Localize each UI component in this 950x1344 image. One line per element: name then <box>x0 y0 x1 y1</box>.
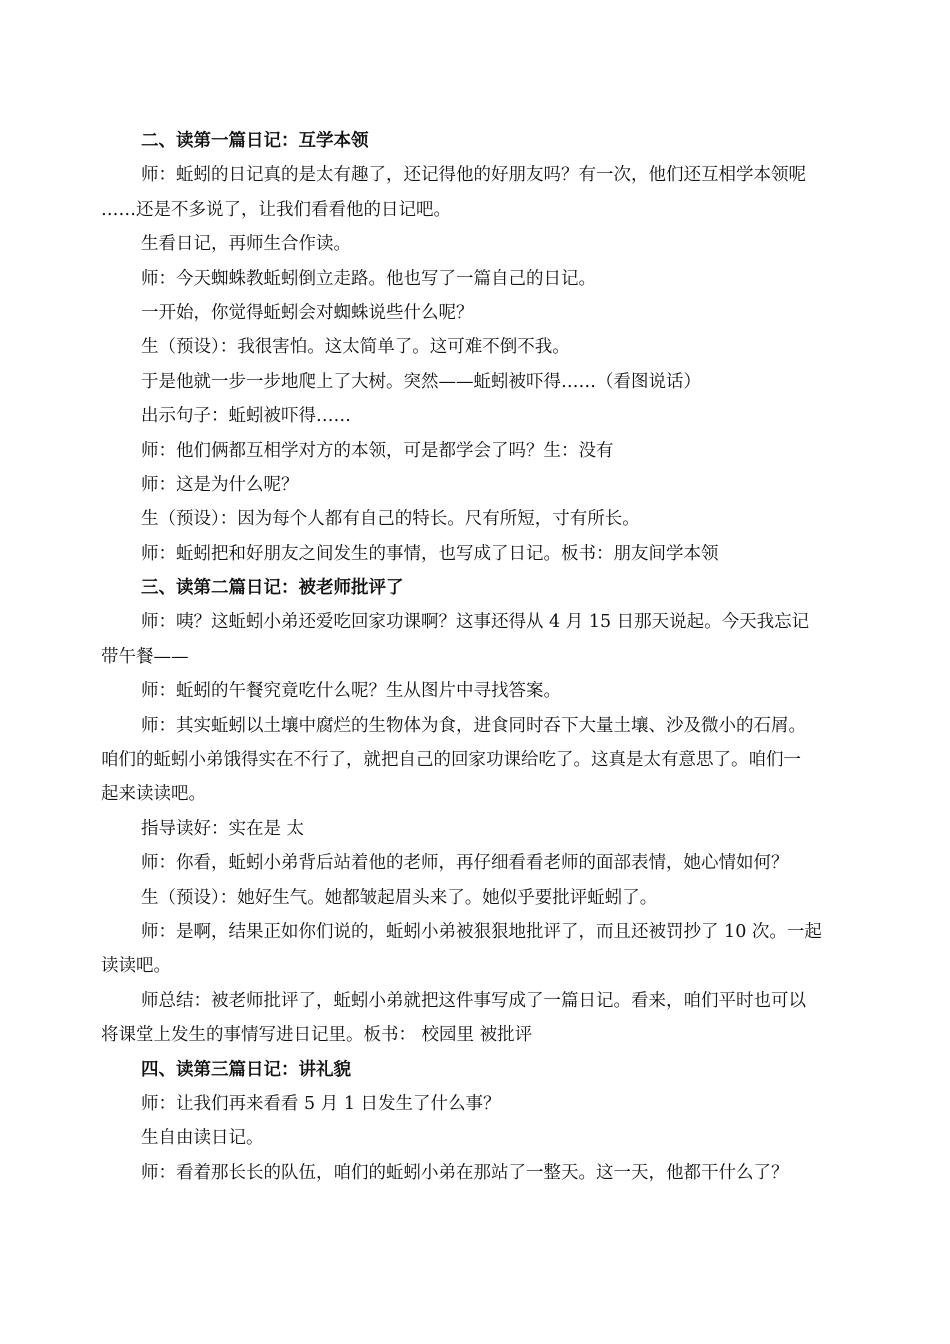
paragraph-line: 师：让我们再来看看 5 月 1 日发生了什么事？ <box>141 1093 501 1114</box>
paragraph-line: 师：他们俩都互相学对方的本领，可是都学会了吗？生：没有 <box>141 440 614 461</box>
section-heading: 二、读第一篇日记：互学本领 <box>141 131 369 151</box>
paragraph-line: 师：你看，蚯蚓小弟背后站着他的老师，再仔细看看老师的面部表情，她心情如何？ <box>141 853 789 874</box>
paragraph-line: 生自由读日记。 <box>141 1128 264 1149</box>
section-heading: 四、读第三篇日记：讲礼貌 <box>141 1059 351 1080</box>
paragraph-line: ……还是不多说了，让我们看看他的日记吧。 <box>101 199 451 220</box>
paragraph-line: 一开始，你觉得蚯蚓会对蜘蛛说些什么呢？ <box>141 302 474 323</box>
paragraph-line: 生（预设）：我很害怕。这太简单了。这可难不倒不我。 <box>141 337 570 358</box>
paragraph-line: 生（预设）：她好生气。她都皱起眉头来了。她似乎要批评蚯蚓了。 <box>141 887 658 908</box>
paragraph-line: 师：今天蜘蛛教蚯蚓倒立走路。他也写了一篇自己的日记。 <box>141 268 596 289</box>
paragraph-line: 咱们的蚯蚓小弟饿得实在不行了，就把自己的回家功课给吃了。这真是太有意思了。咱们一 <box>101 750 801 771</box>
paragraph-line: 师：是啊，结果正如你们说的，蚯蚓小弟被狠狠地批评了，而且还被罚抄了 10 次。一起 <box>141 921 822 942</box>
paragraph-line: 带午餐—— <box>101 646 189 667</box>
paragraph-line: 将课堂上发生的事情写进日记里。板书： 校园里 被批评 <box>101 1025 533 1046</box>
section-heading: 三、读第二篇日记：被老师批评了 <box>141 578 404 599</box>
document-body <box>101 124 850 1190</box>
paragraph-line: 师：蚯蚓的日记真的是太有趣了，还记得他的好朋友吗？有一次，他们还互相学本领呢 <box>141 165 806 186</box>
paragraph-line: 师：看着那长长的队伍，咱们的蚯蚓小弟在那站了一整天。这一天，他都干什么了？ <box>141 1162 789 1183</box>
paragraph-line: 指导读好：实在是 太 <box>141 818 305 839</box>
paragraph-line: 师总结：被老师批评了，蚯蚓小弟就把这件事写成了一篇日记。看来，咱们平时也可以 <box>141 990 806 1011</box>
paragraph-line: 师：咦？这蚯蚓小弟还爱吃回家功课啊？这事还得从 4 月 15 日那天说起。今天我忘记 <box>141 612 810 633</box>
paragraph-line: 生（预设）：因为每个人都有自己的特长。尺有所短，寸有所长。 <box>141 509 640 530</box>
paragraph-line: 起来读读吧。 <box>101 784 206 805</box>
paragraph-line: 师：其实蚯蚓以土壤中腐烂的生物体为食，进食同时吞下大量土壤、沙及微小的石屑。 <box>141 715 806 736</box>
paragraph-line: 师：蚯蚓的午餐究竟吃什么呢？生从图片中寻找答案。 <box>141 681 561 702</box>
paragraph-line: 师：这是为什么呢？ <box>141 474 299 495</box>
paragraph-line: 师：蚯蚓把和好朋友之间发生的事情，也写成了日记。板书：朋友间学本领 <box>141 543 719 564</box>
paragraph-line: 于是他就一步一步地爬上了大树。突然——蚯蚓被吓得……（看图说话） <box>141 371 701 392</box>
paragraph-line: 读读吧。 <box>101 956 171 977</box>
paragraph-line: 生看日记，再师生合作读。 <box>141 234 351 255</box>
paragraph-line: 出示句子：蚯蚓被吓得…… <box>141 406 351 427</box>
